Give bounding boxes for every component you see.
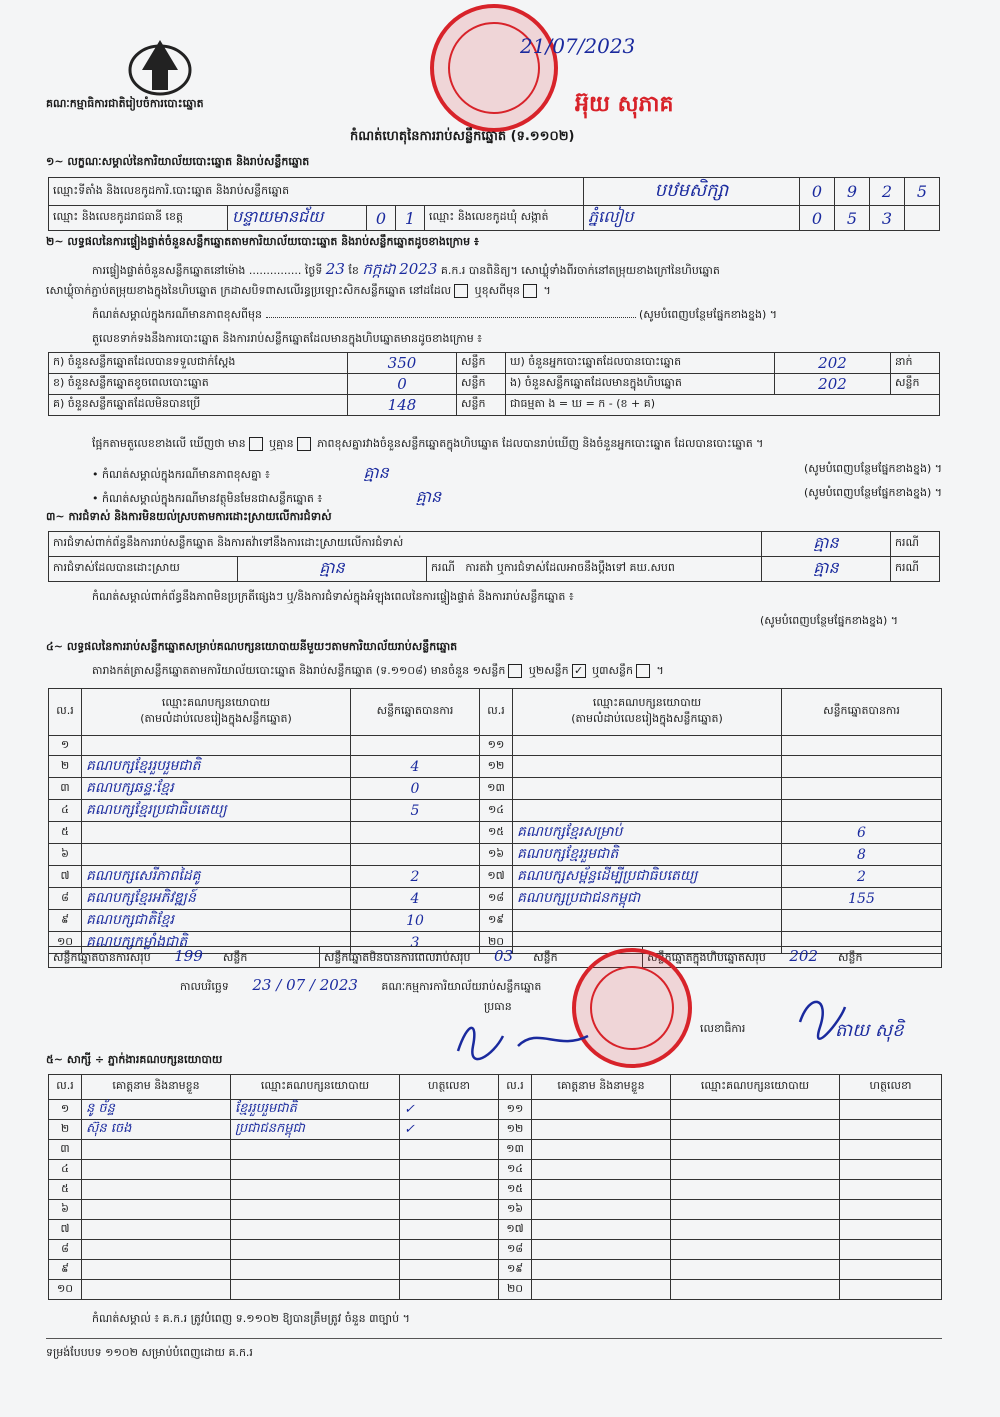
party-name: គណបក្សខ្មែរអភិវឌ្ឍន៍ (82, 888, 351, 910)
party-name: គណបក្សសម្ព័ន្ធដើម្បីប្រជាធិបតេយ្យ (513, 866, 782, 888)
party-name (82, 736, 351, 756)
resolved-label: ការជំទាស់ដែលបានដោះស្រាយ (49, 557, 238, 582)
note1-row (92, 462, 942, 486)
top-name-stamp: អ៊ុយ សុភាគ (575, 92, 674, 117)
witness-no: ១០ (49, 1280, 82, 1300)
party-votes (782, 756, 942, 778)
party-votes: 2 (351, 866, 480, 888)
witness-party (671, 1160, 840, 1180)
objection-unit: ករណី (891, 532, 940, 557)
figure-ng-unit: សន្លឹក (891, 374, 940, 395)
party-name: គណបក្សប្រជាជនកម្ពុជា (513, 888, 782, 910)
invalid-total-value: 03 (494, 947, 514, 965)
note2-fill: (សូមបំពេញបន្ថែមផ្នែកខាងខ្នង) ។ (803, 486, 942, 499)
witness-name (532, 1140, 671, 1160)
three-sheet-label: ឬ៣សន្លឹក (592, 664, 633, 677)
witness-name (532, 1220, 671, 1240)
witness-sign (400, 1260, 499, 1280)
witness-row (49, 1100, 942, 1120)
party-votes (782, 800, 942, 822)
w-col-party-right: ឈ្មោះគណបក្សនយោបាយ (671, 1075, 840, 1100)
party-name: គណបក្សខ្មែរប្រជាធិបតេយ្យ (82, 800, 351, 822)
witness-name (532, 1100, 671, 1120)
section5-title: ៥~ សាក្សី ÷ ភ្នាក់ងារគណបក្សនយោបាយ (46, 1053, 223, 1066)
totals-table (48, 946, 942, 968)
witness-name (82, 1140, 231, 1160)
witness-party (231, 1220, 400, 1240)
location-code-4: 5 (905, 178, 940, 206)
party-name: គណបក្សខ្មែររួបរួមជាតិ (82, 756, 351, 778)
party-votes: 155 (782, 888, 942, 910)
formula: ជាធម្មតា ង = ឃ = ក - (ខ + គ) (506, 395, 940, 416)
col-party-left-sub: (តាមលំដាប់លេខរៀងក្នុងសន្លឹកឆ្នោត) (140, 712, 292, 725)
verify-line3 (92, 308, 942, 324)
box-total (643, 947, 942, 968)
witness-sign (400, 1180, 499, 1200)
witness-sign (400, 1140, 499, 1160)
figure-ko-value: 148 (348, 395, 457, 416)
irregularity-note: កំណត់សម្គាល់ពាក់ព័ន្ធនឹងភាពមិនប្រក្រតីផ្សេងៗ ឬ/និងការជំទាស់ក្នុងអំឡុងពេលនៃការផ្ទៀងផ្ទាត់ និងការរាប់សន្លឹកឆ្នោត ៖ (92, 590, 574, 603)
witness-name (532, 1180, 671, 1200)
box-total-unit: សន្លឹក (838, 951, 863, 964)
commune-code-3: 3 (870, 206, 905, 231)
col-party-right-title: ឈ្មោះគណបក្សនយោបាយ (592, 696, 702, 709)
objection-value: គ្មាន (762, 532, 891, 557)
figure-gh-value: 202 (775, 353, 891, 374)
witness-sign (840, 1240, 942, 1260)
witness-no: ២០ (499, 1280, 532, 1300)
verify-line2-text: សោឃ្លុំចាក់ភ្ជាប់តម្រុយខាងក្នុងនៃហិបឆ្នោត ក្រដាសបិទពាសលើរន្ធប្រឡោះសិកសន្លឹកឆ្នោត នៅដដែល (46, 284, 452, 297)
verify-year: 2023 (399, 260, 438, 278)
witness-name (532, 1160, 671, 1180)
figure-gh-label: ឃ) ចំនួនអ្នកបោះឆ្នោតដែលបានបោះឆ្នោត (506, 353, 775, 374)
witness-sign (400, 1160, 499, 1180)
witness-sign (840, 1200, 942, 1220)
party-no: ៤ (49, 800, 82, 822)
witness-sign (840, 1260, 942, 1280)
witness-name: ស៊ុន ចេង (82, 1120, 231, 1140)
date-line (180, 976, 541, 996)
w-col-no-right: ល.រ (499, 1075, 532, 1100)
valid-total-unit: សន្លឹក (222, 951, 248, 964)
appeal-label (427, 557, 762, 582)
irregularity-fill: (សូមបំពេញបន្ថែមផ្នែកខាងខ្នង) ។ (760, 614, 899, 627)
footer-text: ទម្រង់បែបបទ ១១០២ សម្រាប់បំពេញដោយ គ.ក.រ (46, 1346, 253, 1359)
witness-sign (400, 1280, 499, 1300)
witness-sign (840, 1280, 942, 1300)
witness-no: ១១ (499, 1100, 532, 1120)
party-no: ១២ (480, 756, 513, 778)
two-sheet-checkbox[interactable]: ✓ (572, 664, 586, 678)
party-votes (782, 910, 942, 932)
witness-name (82, 1200, 231, 1220)
figures-table (48, 352, 940, 416)
witness-row (49, 1260, 942, 1280)
official-stamp-top (430, 4, 558, 132)
party-name: គណបក្សខ្មែររួមជាតិ (513, 844, 782, 866)
witness-name (82, 1220, 231, 1240)
party-votes (782, 736, 942, 756)
note1-fill: (សូមបំពេញបន្ថែមផ្នែកខាងខ្នង) ។ (803, 462, 942, 475)
note2-value: គ្មាន (415, 487, 442, 506)
party-no: ៧ (49, 866, 82, 888)
party-name: គណបក្សកម្លាំងជាតិ (82, 932, 351, 954)
party-row (49, 736, 942, 756)
location-code-1: 0 (800, 178, 835, 206)
witness-no: ១២ (499, 1120, 532, 1140)
valid-total-label: សន្លឹកឆ្នោតបានការសរុប (53, 951, 151, 964)
witness-sign (840, 1120, 942, 1140)
sheet-count-label: តារាងកត់ត្រាសន្លឹកឆ្នោតតាមការិយាល័យបោះឆ្នោត និងរាប់សន្លឹកឆ្នោត (ទ.១១០៨) មានចំនួន ១សន្លឹក (92, 664, 506, 677)
party-name (513, 756, 782, 778)
witness-name (532, 1240, 671, 1260)
three-sheet-checkbox[interactable] (636, 664, 650, 678)
witness-row (49, 1280, 942, 1300)
witness-party: ខ្មែររួបរួមជាតិ (231, 1100, 400, 1120)
chair-signature-icon (448, 1016, 608, 1066)
form-title: កំណត់ហេតុនៃការរាប់សន្លឹកឆ្នោត (ទ.១១០២) (350, 129, 575, 144)
appeal-label-text: ការតវ៉ា ឬការជំទាស់ដែលអាចនឹងប្តឹងទៅ គឃ.សបព (465, 561, 675, 574)
witness-party (671, 1180, 840, 1200)
diff-note-fill: (សូមបំពេញបន្ថែមផ្នែកខាងខ្នង) ។ (639, 308, 778, 321)
witness-sign (840, 1160, 942, 1180)
diff-line-rest: ភាពខុសគ្នារវាងចំនួនសន្លឹកឆ្នោតក្នុងហិបឆ្នោត ដែលបានរាប់ឃើញ និងចំនួនអ្នកបោះឆ្នោត ដែលបានបោះឆ្នោត ។ (317, 437, 764, 450)
col-votes-right: សន្លឹកឆ្នោតបានការ (782, 689, 942, 736)
diff-note-label: កំណត់សម្គាល់ក្នុងករណីមានភាពខុសពីមុន (92, 308, 262, 321)
w-col-sign-left: ហត្ថលេខា (400, 1075, 499, 1100)
witness-row (49, 1220, 942, 1240)
witness-sign (840, 1220, 942, 1240)
figure-kh-value: 0 (348, 374, 457, 395)
objection-label: ការជំទាស់ពាក់ព័ន្ធនឹងការរាប់សន្លឹកឆ្នោត និងការតវ៉ាទៅនឹងការដោះស្រាយលើការជំទាស់ (49, 532, 762, 557)
figure-ko-label: គ) ចំនួនសន្លឹកឆ្នោតដែលមិនបានប្រើ (49, 395, 348, 416)
witness-party (671, 1200, 840, 1220)
chair-label: ប្រធាន (484, 1000, 512, 1013)
witness-name (82, 1280, 231, 1300)
party-results-table (48, 688, 942, 954)
party-no: ៦ (49, 844, 82, 866)
figure-gh-unit: នាក់ (891, 353, 940, 374)
section1-title: ១~ លក្ខណៈសម្គាល់នៃការិយាល័យបោះឆ្នោត និងរាប់សន្លឹកឆ្នោត (46, 155, 310, 168)
party-row (49, 910, 942, 932)
witness-row (49, 1200, 942, 1220)
witness-no: ១៧ (499, 1220, 532, 1240)
witness-party (671, 1100, 840, 1120)
col-votes-left: សន្លឹកឆ្នោតបានការ (351, 689, 480, 736)
commune-code-1: 0 (800, 206, 835, 231)
witness-party (671, 1220, 840, 1240)
committee-name: គណៈកម្មាធិការជាតិរៀបចំការបោះឆ្នោត (46, 97, 204, 110)
changed-label: ឬខុសពីមុន (474, 284, 521, 297)
witness-sign (400, 1220, 499, 1240)
province-code-1: 0 (367, 206, 396, 231)
location-value: បឋមសិក្សា (584, 178, 800, 206)
party-no: ១៤ (480, 800, 513, 822)
witness-no: ១៩ (499, 1260, 532, 1280)
appeal-unit: ករណី (891, 557, 940, 582)
figure-k-value: 350 (348, 353, 457, 374)
party-row (49, 778, 942, 800)
party-no: ១ (49, 736, 82, 756)
witness-name: នូ ច័ន្ទ (82, 1100, 231, 1120)
party-no: ១៨ (480, 888, 513, 910)
witness-name (532, 1200, 671, 1220)
committee-label: គណៈកម្មការការិយាល័យរាប់សន្លឹកឆ្នោត (381, 980, 542, 993)
location-code-3: 2 (870, 178, 905, 206)
party-votes: 3 (351, 932, 480, 954)
party-votes (782, 778, 942, 800)
section3-table (48, 531, 940, 582)
same-checkbox[interactable] (454, 284, 468, 298)
witness-sign: ✓ (400, 1100, 499, 1120)
col-party-left-title: ឈ្មោះគណបក្សនយោបាយ (161, 696, 271, 709)
witness-row (49, 1160, 942, 1180)
witness-no: ១៨ (499, 1240, 532, 1260)
witness-party (231, 1240, 400, 1260)
witness-party (231, 1180, 400, 1200)
one-sheet-checkbox[interactable] (508, 664, 522, 678)
party-no: ៨ (49, 888, 82, 910)
w-col-no-left: ល.រ (49, 1075, 82, 1100)
party-row (49, 756, 942, 778)
witness-sign (840, 1100, 942, 1120)
commune-code-2: 5 (835, 206, 870, 231)
witness-no: ១ (49, 1100, 82, 1120)
none-checkbox[interactable] (297, 437, 311, 451)
none-label: ឬគ្មាន (269, 437, 294, 450)
section3-title: ៣~ ការជំទាស់ និងការមិនយល់ស្របតាមការដោះស្រាយលើការជំទាស់ (46, 510, 332, 523)
figure-ng-value: 202 (775, 374, 891, 395)
footnote: កំណត់សម្គាល់ ៖ គ.ក.រ ត្រូវបំពេញ ទ.១១០២ ឱ្យបានត្រឹមត្រូវ ចំនួន ៣ច្បាប់ ។ (92, 1312, 410, 1325)
diff-line (92, 437, 763, 453)
note2-label: • កំណត់សម្គាល់ក្នុងករណីមានវត្ថុមិនមែនជាសន្លឹកឆ្នោត ៖ (92, 492, 323, 505)
figure-kh-unit: សន្លឹក (457, 374, 506, 395)
witness-name (532, 1120, 671, 1140)
party-no: ១៥ (480, 822, 513, 844)
party-no: ៩ (49, 910, 82, 932)
appeal-value: គ្មាន (762, 557, 891, 582)
col-party-left (82, 689, 351, 736)
party-votes: 6 (782, 822, 942, 844)
witness-no: ២ (49, 1120, 82, 1140)
witness-table (48, 1074, 942, 1300)
party-name (513, 736, 782, 756)
w-col-party-left: ឈ្មោះគណបក្សនយោបាយ (231, 1075, 400, 1100)
witness-row (49, 1140, 942, 1160)
nec-emblem-icon (122, 30, 198, 98)
witness-no: ៩ (49, 1260, 82, 1280)
party-no: ៥ (49, 822, 82, 844)
party-votes: 5 (351, 800, 480, 822)
party-votes: 4 (351, 756, 480, 778)
top-date: 21/07/2023 (520, 34, 636, 58)
party-votes: 2 (782, 866, 942, 888)
party-votes: 8 (782, 844, 942, 866)
witness-name (82, 1180, 231, 1200)
col-no-right: ល.រ (480, 689, 513, 736)
verify-day: 23 (325, 260, 345, 278)
has-label: ផ្អែកតាមតួលេខខាងលើ ឃើញថា មាន (92, 437, 246, 450)
col-party-right-sub: (តាមលំដាប់លេខរៀងក្នុងសន្លឹកឆ្នោត) (571, 712, 723, 725)
province-label: ឈ្មោះ និងលេខកូដរាជធានី ខេត្ត (49, 206, 228, 231)
changed-checkbox[interactable] (523, 284, 537, 298)
witness-name (82, 1260, 231, 1280)
party-name: គណបក្សឆន្ទៈខ្មែរ (82, 778, 351, 800)
w-col-sign-right: ហត្ថលេខា (840, 1075, 942, 1100)
party-no: ១៧ (480, 866, 513, 888)
party-name (82, 822, 351, 844)
witness-party (231, 1160, 400, 1180)
province-value: បន្ទាយមានជ័យ (228, 206, 367, 231)
valid-total-value: 199 (174, 947, 203, 965)
invalid-total-label: សន្លឹកឆ្នោតមិនបានការពេលរាប់សរុប (323, 951, 471, 964)
party-no: ៣ (49, 778, 82, 800)
witness-sign (400, 1200, 499, 1220)
witness-party (671, 1260, 840, 1280)
w-col-name-left: គោត្តនាម និងនាមខ្លួន (82, 1075, 231, 1100)
witness-no: ១៣ (499, 1140, 532, 1160)
witness-no: ១៥ (499, 1180, 532, 1200)
location-code-2: 9 (835, 178, 870, 206)
party-name: គណបក្សជាតិខ្មែរ (82, 910, 351, 932)
party-row (49, 888, 942, 910)
witness-no: ៧ (49, 1220, 82, 1240)
witness-sign (840, 1140, 942, 1160)
invalid-total-unit: សន្លឹក (533, 951, 558, 964)
witness-party (231, 1260, 400, 1280)
party-votes: 0 (351, 778, 480, 800)
party-no: ២ (49, 756, 82, 778)
note1-label: • កំណត់សម្គាល់ក្នុងករណីមានភាពខុសគ្នា ៖ (92, 468, 270, 481)
party-row (49, 866, 942, 888)
resolved-unit: ករណី (431, 561, 455, 574)
witness-party (231, 1140, 400, 1160)
valid-total (49, 947, 320, 968)
party-votes (351, 736, 480, 756)
figure-ko-unit: សន្លឹក (457, 395, 506, 416)
figure-kh-label: ខ) ចំនួនសន្លឹកឆ្នោតខូចពេលបោះឆ្នោត (49, 374, 348, 395)
date-value: 23 / 07 / 2023 (252, 976, 358, 994)
verify-time-label: ការផ្ទៀងផ្ទាត់ចំនួនសន្លឹកឆ្នោតនៅម៉ោង ............... ថ្ងៃទី (92, 264, 323, 277)
party-votes: 10 (351, 910, 480, 932)
witness-no: ៨ (49, 1240, 82, 1260)
verify-line1-rest: គ.ក.រ បានពិនិត្យ។ សោឃ្លុំទាំងពីរចាក់នៅតម្រុយខាងក្រៅនៃហិបឆ្នោត (440, 264, 720, 277)
box-total-label: សន្លឹកឆ្នោតក្នុងហិបឆ្នោតសរុប (647, 951, 766, 964)
witness-no: ៣ (49, 1140, 82, 1160)
section1-table (48, 177, 940, 231)
witness-no: ៤ (49, 1160, 82, 1180)
verify-month: កក្កដា (362, 260, 396, 278)
province-code-2: 1 (396, 206, 425, 231)
secretary-name: តាយ សុខិ (835, 1020, 904, 1041)
witness-party (671, 1280, 840, 1300)
witness-no: ១៦ (499, 1200, 532, 1220)
note2-row (92, 486, 942, 510)
box-total-value: 202 (789, 947, 819, 965)
note1-value: គ្មាន (363, 463, 389, 482)
party-no: ២០ (480, 932, 513, 954)
witness-name (82, 1160, 231, 1180)
witness-party (231, 1280, 400, 1300)
witness-no: ១៤ (499, 1160, 532, 1180)
party-row (49, 844, 942, 866)
party-name (82, 844, 351, 866)
party-no: ១៦ (480, 844, 513, 866)
witness-party: ប្រជាជនកម្ពុជា (231, 1120, 400, 1140)
party-name (513, 910, 782, 932)
figure-k-label: ក) ចំនួនសន្លឹកឆ្នោតដែលបានទទួលជាក់ស្តែង (49, 353, 348, 374)
commune-value: ភ្នំលៀប (584, 206, 800, 231)
witness-row (49, 1240, 942, 1260)
verify-line2: សោឃ្លុំចាក់ភ្ជាប់តម្រុយខាងក្នុងនៃហិបឆ្នោត ក្រដាសបិទពាសលើរន្ធប្រឡោះសិកសន្លឹកឆ្នោត នៅដដែល ឬខុសពីមុន ។ (46, 284, 551, 297)
party-no: ១៣ (480, 778, 513, 800)
sheet-count-line: តារាងកត់ត្រាសន្លឹកឆ្នោតតាមការិយាល័យបោះឆ្នោត និងរាប់សន្លឹកឆ្នោត (ទ.១១០៨) មានចំនួន ១សន្លឹក ឬ២សន្លឹក ✓ ឬ៣សន្លឹក ។ (92, 664, 664, 677)
commune-label: ឈ្មោះ និងលេខកូដឃុំ សង្កាត់ (425, 206, 584, 231)
party-row (49, 800, 942, 822)
resolved-value: គ្មាន (238, 557, 427, 582)
verify-line1 (92, 260, 720, 282)
witness-no: ៦ (49, 1200, 82, 1220)
witness-no: ៥ (49, 1180, 82, 1200)
witness-name (532, 1280, 671, 1300)
party-name: គណបក្សសេរីភាពដៃគូ (82, 866, 351, 888)
party-no: ១០ (49, 932, 82, 954)
section4-title: ៤~ លទ្ធផលនៃការរាប់សន្លឹកឆ្នោតសម្រាប់គណបក្សនយោបាយនីមួយៗតាមការិយាល័យរាប់សន្លឹកឆ្នោត (46, 640, 458, 653)
party-no: ១៩ (480, 910, 513, 932)
witness-row (49, 1120, 942, 1140)
figure-ng-label: ង) ចំនួនសន្លឹកឆ្នោតដែលមានក្នុងហិបឆ្នោត (506, 374, 775, 395)
witness-name (532, 1260, 671, 1280)
section2-title: ២~ លទ្ធផលនៃការផ្ទៀងផ្ទាត់ចំនួនសន្លឹកឆ្នោតតាមការិយាល័យបោះឆ្នោត និងរាប់សន្លឹកឆ្នោតដូចខាងក្រោម ៖ (46, 235, 479, 248)
witness-party (671, 1240, 840, 1260)
figures-intro: តួលេខទាក់ទងនឹងការបោះឆ្នោត និងការរាប់សន្លឹកឆ្នោតដែលមានក្នុងហិបឆ្នោតមានដូចខាងក្រោម ៖ (92, 332, 483, 345)
party-votes (351, 822, 480, 844)
witness-party (671, 1140, 840, 1160)
witness-row (49, 1180, 942, 1200)
col-no-left: ល.រ (49, 689, 82, 736)
secretary-label: លេខាធិការ (700, 1022, 746, 1035)
party-name (513, 778, 782, 800)
party-name (513, 800, 782, 822)
party-name: គណបក្សខ្មែរសម្រាប់ (513, 822, 782, 844)
col-party-right (513, 689, 782, 736)
party-votes (351, 844, 480, 866)
figure-k-unit: សន្លឹក (457, 353, 506, 374)
witness-sign: ✓ (400, 1120, 499, 1140)
footer-divider (46, 1338, 942, 1339)
party-no: ១១ (480, 736, 513, 756)
witness-sign (840, 1180, 942, 1200)
witness-party (671, 1120, 840, 1140)
has-checkbox[interactable] (249, 437, 263, 451)
witness-party (231, 1200, 400, 1220)
witness-sign (400, 1240, 499, 1260)
verify-month-label: ខែ (348, 264, 359, 277)
date-label: កាលបរិច្ឆេទ (180, 980, 229, 993)
party-row (49, 822, 942, 844)
w-col-name-right: គោត្តនាម និងនាមខ្លួន (532, 1075, 671, 1100)
location-label: ឈ្មោះទីតាំង និងលេខកូដការិ.បោះឆ្នោត និងរាប់សន្លឹកឆ្នោត (49, 178, 584, 206)
party-votes: 4 (351, 888, 480, 910)
witness-name (82, 1240, 231, 1260)
two-sheet-label: ឬ២សន្លឹក (528, 664, 569, 677)
